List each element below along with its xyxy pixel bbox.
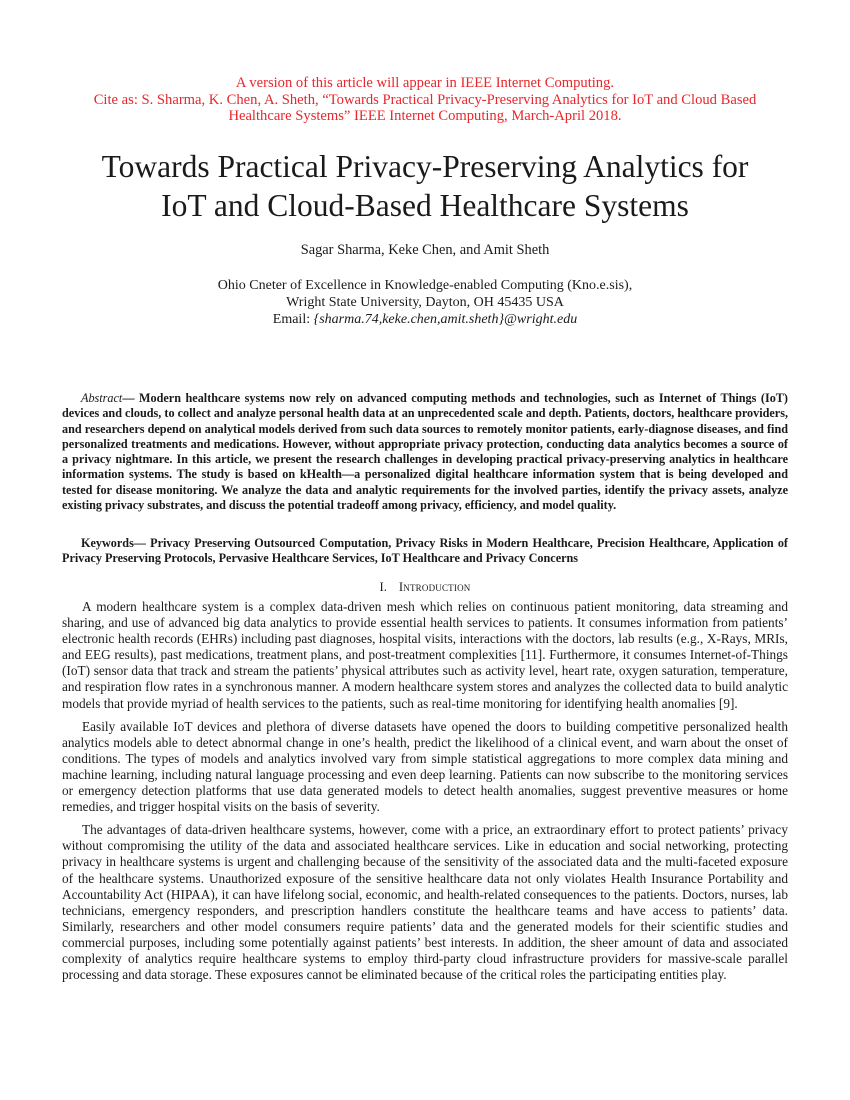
notice-line-3: Healthcare Systems” IEEE Internet Computing, March-April 2018. [228, 108, 622, 124]
affiliation-line-1: Ohio Cneter of Excellence in Knowledge-enabled Computing (Kno.e.sis), [217, 278, 633, 293]
abstract-text: — Modern healthcare systems now rely on advanced computing methods and technologies, such as Internet of Things (IoT) devices and clouds, to collect and analyze personal health data at an unprecedented scale and depth. Patients, doctors, healthcare providers, and researchers depend on analytical models derived from such data sources to remotely monitor patients, early-diagnose diseases, and find personalized treatments and medications. However, without appropriate privacy protection, conducting data analytics becomes a source of a privacy nightmare. In this article, we present the research challenges in developing practical privacy-preserving analytics in healthcare information systems. The study is based on kHealth—a personalized digital healthcare information system that is being developed and tested for disease monitoring. We analyze the data and analytic requirements for the involved parties, identify the privacy assets, analyze existing privacy substrates, and discuss the potential tradeoff among privacy, efficiency, and model quality. [62, 391, 788, 513]
keywords: Keywords— Privacy Preserving Outsourced Computation, Privacy Risks in Modern Healthcare, Precision Healthcare, Application of Privacy Preserving Protocols, Pervasive Healthcare Services, IoT Healthcare and Privacy Concerns [62, 536, 788, 566]
notice-line-2: Cite as: S. Sharma, K. Chen, A. Sheth, “Towards Practical Privacy-Preserving Analytics for IoT and Cloud Based [93, 91, 757, 108]
section-title: Introduction [398, 580, 471, 594]
notice-line-1: A version of this article will appear in IEEE Internet Computing. [235, 75, 615, 91]
body-paragraph-2: Easily available IoT devices and plethora of diverse datasets have opened the doors to building competitive personalized health analytics models able to detect abnormal change in one’s health, predict the likelihood of a clinical event, and warn about the onset of conditions. The types of models and analytics involved vary from simple statistical aggregations to more complex data mining and machine learning, including natural language processing and even deep learning. Patients can now subscribe to the monitoring services or emergency detection platforms that use data generated models to detect health anomalies, suggest preventive measures or home remedies, and trigger hospital visits on the basis of severity. [62, 718, 788, 815]
email-line [60, 311, 790, 328]
abstract [62, 391, 788, 513]
title-line-1: Towards Practical Privacy-Preserving Analytics for [101, 149, 749, 184]
paper-title [40, 147, 810, 225]
author-list: Sagar Sharma, Keke Chen, and Amit Sheth [300, 242, 550, 258]
body-paragraph-1: A modern healthcare system is a complex data-driven mesh which relies on continuous patient monitoring, data streaming and sharing, and use of advanced big data analytics to provide essential health services to patients. It consumes information from patients’ electronic health records (EHRs) including past diagnoses, hospital visits, interactions with the doctors, lab results (e.g., X-Rays, MRIs, and EEG results), past medications, treatment plans, and post-treatment complexities [11]. Furthermore, it consumes Internet-of-Things (IoT) sensor data that track and stream the patients’ physical attributes such as activity level, heart rate, oxygen saturation, temperature, and respiration flow rates in a synchronous manner. A modern healthcare system stores and analyzes the collected data to build analytic models that provide myriad of health services to the patients, such as real-time monitoring for identifying health anomalies [9]. [62, 599, 788, 711]
section-heading-introduction [62, 580, 788, 595]
email-label: Email: [272, 312, 314, 327]
abstract-label: Abstract [81, 391, 123, 405]
title-line-2: IoT and Cloud-Based Healthcare Systems [161, 188, 689, 223]
section-number: I. [379, 580, 387, 594]
introduction-body [62, 599, 788, 990]
publication-notice [60, 75, 790, 125]
affiliation-line-2: Wright State University, Dayton, OH 45435 USA [286, 295, 564, 310]
body-paragraph-3: The advantages of data-driven healthcare systems, however, come with a price, an extraordinary effort to protect patients’ privacy without compromising the utility of the data and associated healthcare services. Like in education and social networking, protecting privacy in healthcare systems is urgent and challenging because of the sensitivity of the associated data and the multi-faceted exposure of the healthcare systems. Unauthorized exposure of the sensitive healthcare data not only violates Health Insurance Portability and Accountability Act (HIPAA), it can have lifelong social, economic, and health-related consequences to the patients. Doctors, nurses, lab technicians, emergency responders, and prescription handlers constitute the healthcare teams and have access to patients’ data. Similarly, researchers and other model consumers require patients’ data and the generated models for their scientific studies and commercial purposes, including some potentially against patients’ best interests. In addition, the sheer amount of data and associated complexity of analytics require healthcare systems to employ third-party cloud infrastructure providers for massive-scale parallel processing and data storage. These exposures cannot be eliminated because of the critical roles the participating entities play. [62, 822, 788, 983]
affiliation-block [60, 277, 790, 328]
email-address: {sharma.74,keke.chen,amit.sheth}@wright.edu [313, 312, 578, 327]
